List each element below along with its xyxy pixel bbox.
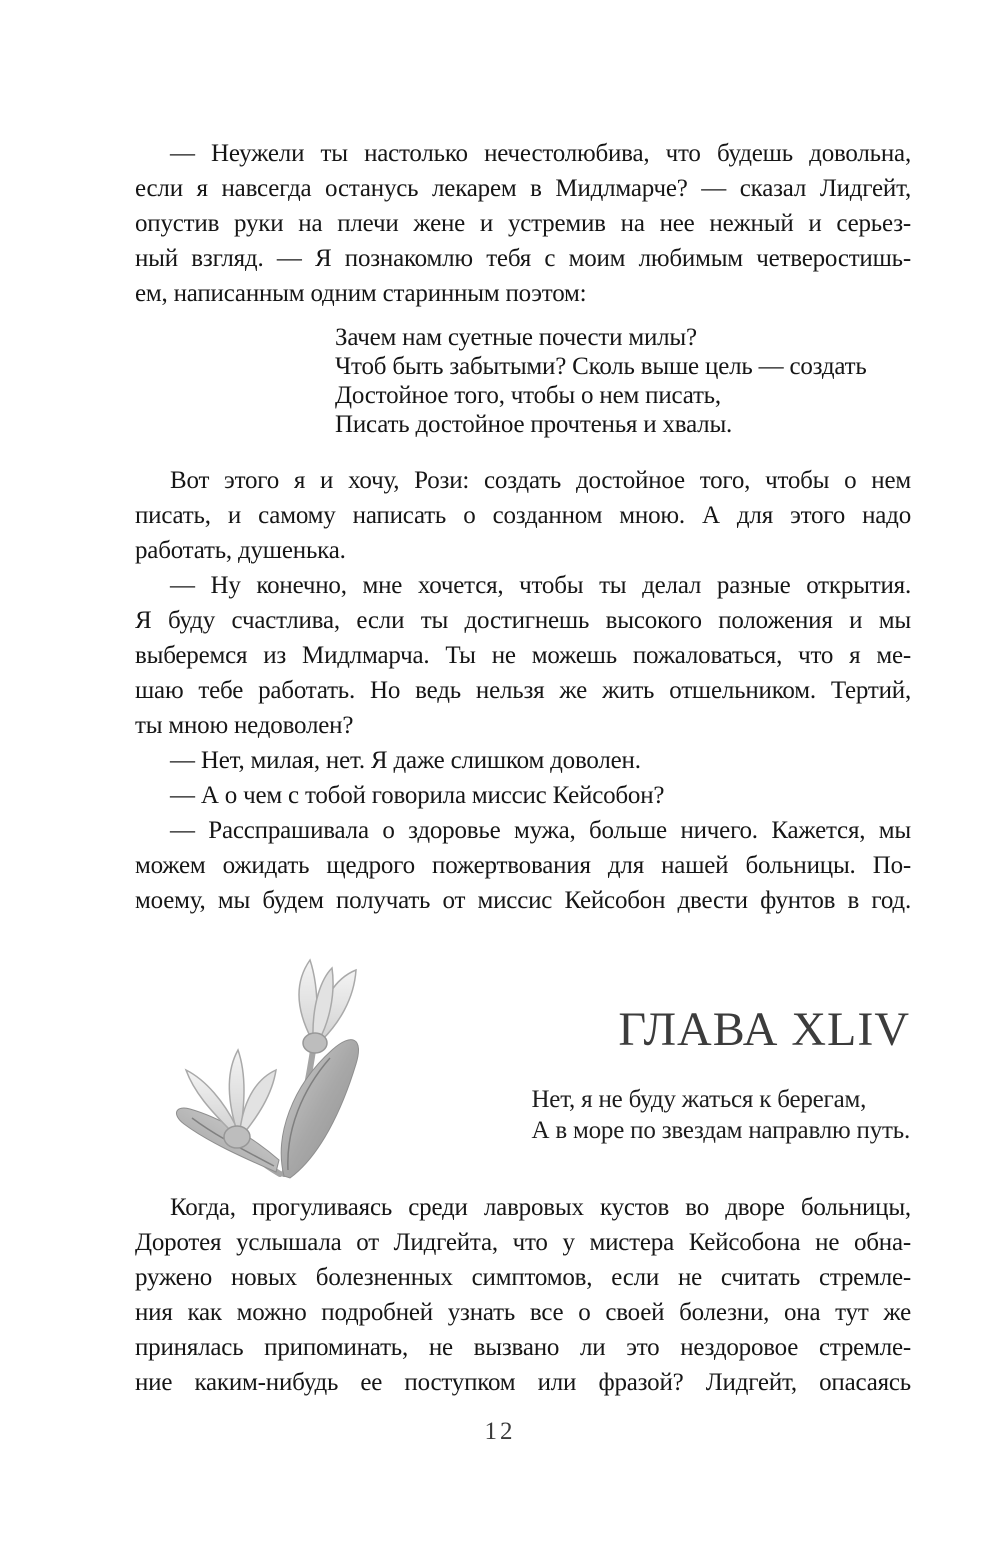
text-line: ем, написанным одним старинным поэтом: (135, 280, 587, 307)
paragraph-body-2 (135, 463, 911, 568)
paragraph-dialogue-5 (135, 778, 911, 813)
paragraph-dialogue-4 (135, 743, 911, 778)
text-line: ния как можно подробней узнать все о своей болезни, она тут же (135, 1299, 911, 1326)
text-line: — Нет, милая, нет. Я даже слишком доволен. (170, 747, 641, 774)
text-line: — Неужели ты настолько нечестолюбива, что будешь довольна, (170, 140, 911, 167)
text-line: — Расспрашивала о здоровье мужа, больше ничего. Кажется, мы (170, 817, 911, 844)
text-line: если я навсегда останусь лекарем в Мидлмарче? — сказал Лидгейт, (135, 175, 911, 202)
flower-illustration (126, 944, 390, 1186)
text-line: ты мною недоволен? (135, 712, 354, 739)
text-line: ние каким-нибудь ее поступком или фразой? Лидгейт, опасаясь (135, 1369, 911, 1396)
text-line: шаю тебе работать. Но ведь нельзя же жить отшельником. Тертий, (135, 677, 911, 704)
paragraph-dialogue-1 (135, 136, 911, 311)
flower-leaves (176, 1040, 358, 1178)
verse-line: Достойное того, чтобы о нем писать, (335, 382, 721, 409)
chapter-title: ГЛАВА XLIV (618, 1003, 910, 1056)
paragraph-dialogue-6 (135, 813, 911, 918)
text-line: — Ну конечно, мне хочется, чтобы ты делал разные открытия. (170, 572, 911, 599)
text-line: опустив руки на плечи жене и устремив на нее нежный и серьез- (135, 210, 911, 237)
text-line: выберемся из Мидлмарча. Ты не можешь пожаловаться, что я ме- (135, 642, 911, 669)
verse-line: Зачем нам суетные почести милы? (335, 324, 697, 351)
chapter-opening-paragraph (135, 1190, 911, 1400)
text-line: Доротея услышала от Лидгейта, что у мистера Кейсобона не обна- (135, 1229, 911, 1256)
text-line: писать, и самому написать о созданном мною. А для этого надо (135, 502, 911, 529)
text-line: Когда, прогуливаясь среди лавровых кустов во дворе больницы, (170, 1194, 911, 1221)
paragraph-dialogue-3 (135, 568, 911, 743)
text-line: — А о чем с тобой говорила миссис Кейсобон? (170, 782, 665, 809)
text-line: моему, мы будем получать от миссис Кейсобон двести фунтов в год. (135, 887, 911, 914)
verse-line: Чтоб быть забытыми? Сколь выше цель — создать (335, 353, 867, 380)
verse-line: Писать достойное прочтенья и хвалы. (335, 411, 733, 438)
epigraph-line: А в море по звездам направлю путь. (531, 1117, 910, 1144)
epigraph-line: Нет, я не буду жаться к берегам, (531, 1086, 867, 1113)
page-number: 12 (484, 1418, 516, 1445)
chapter-epigraph (531, 1084, 910, 1146)
text-line: работать, душенька. (135, 537, 346, 564)
text-line: ный взгляд. — Я познакомлю тебя с моим любимым четверостишь- (135, 245, 911, 272)
text-line: можем ожидать щедрого пожертвования для нашей больницы. По- (135, 852, 911, 879)
text-line: принялась припоминать, не вызвано ли это нездоровое стремле- (135, 1334, 911, 1361)
text-line: Вот этого я и хочу, Рози: создать достойное того, чтобы о нем (170, 467, 911, 494)
page-text-block (135, 136, 911, 918)
text-line: ружено новых болезненных симптомов, если не считать стремле- (135, 1264, 911, 1291)
verse-quote (335, 323, 911, 439)
text-line: Я буду счастлива, если ты достигнешь высокого положения и мы (135, 607, 911, 634)
